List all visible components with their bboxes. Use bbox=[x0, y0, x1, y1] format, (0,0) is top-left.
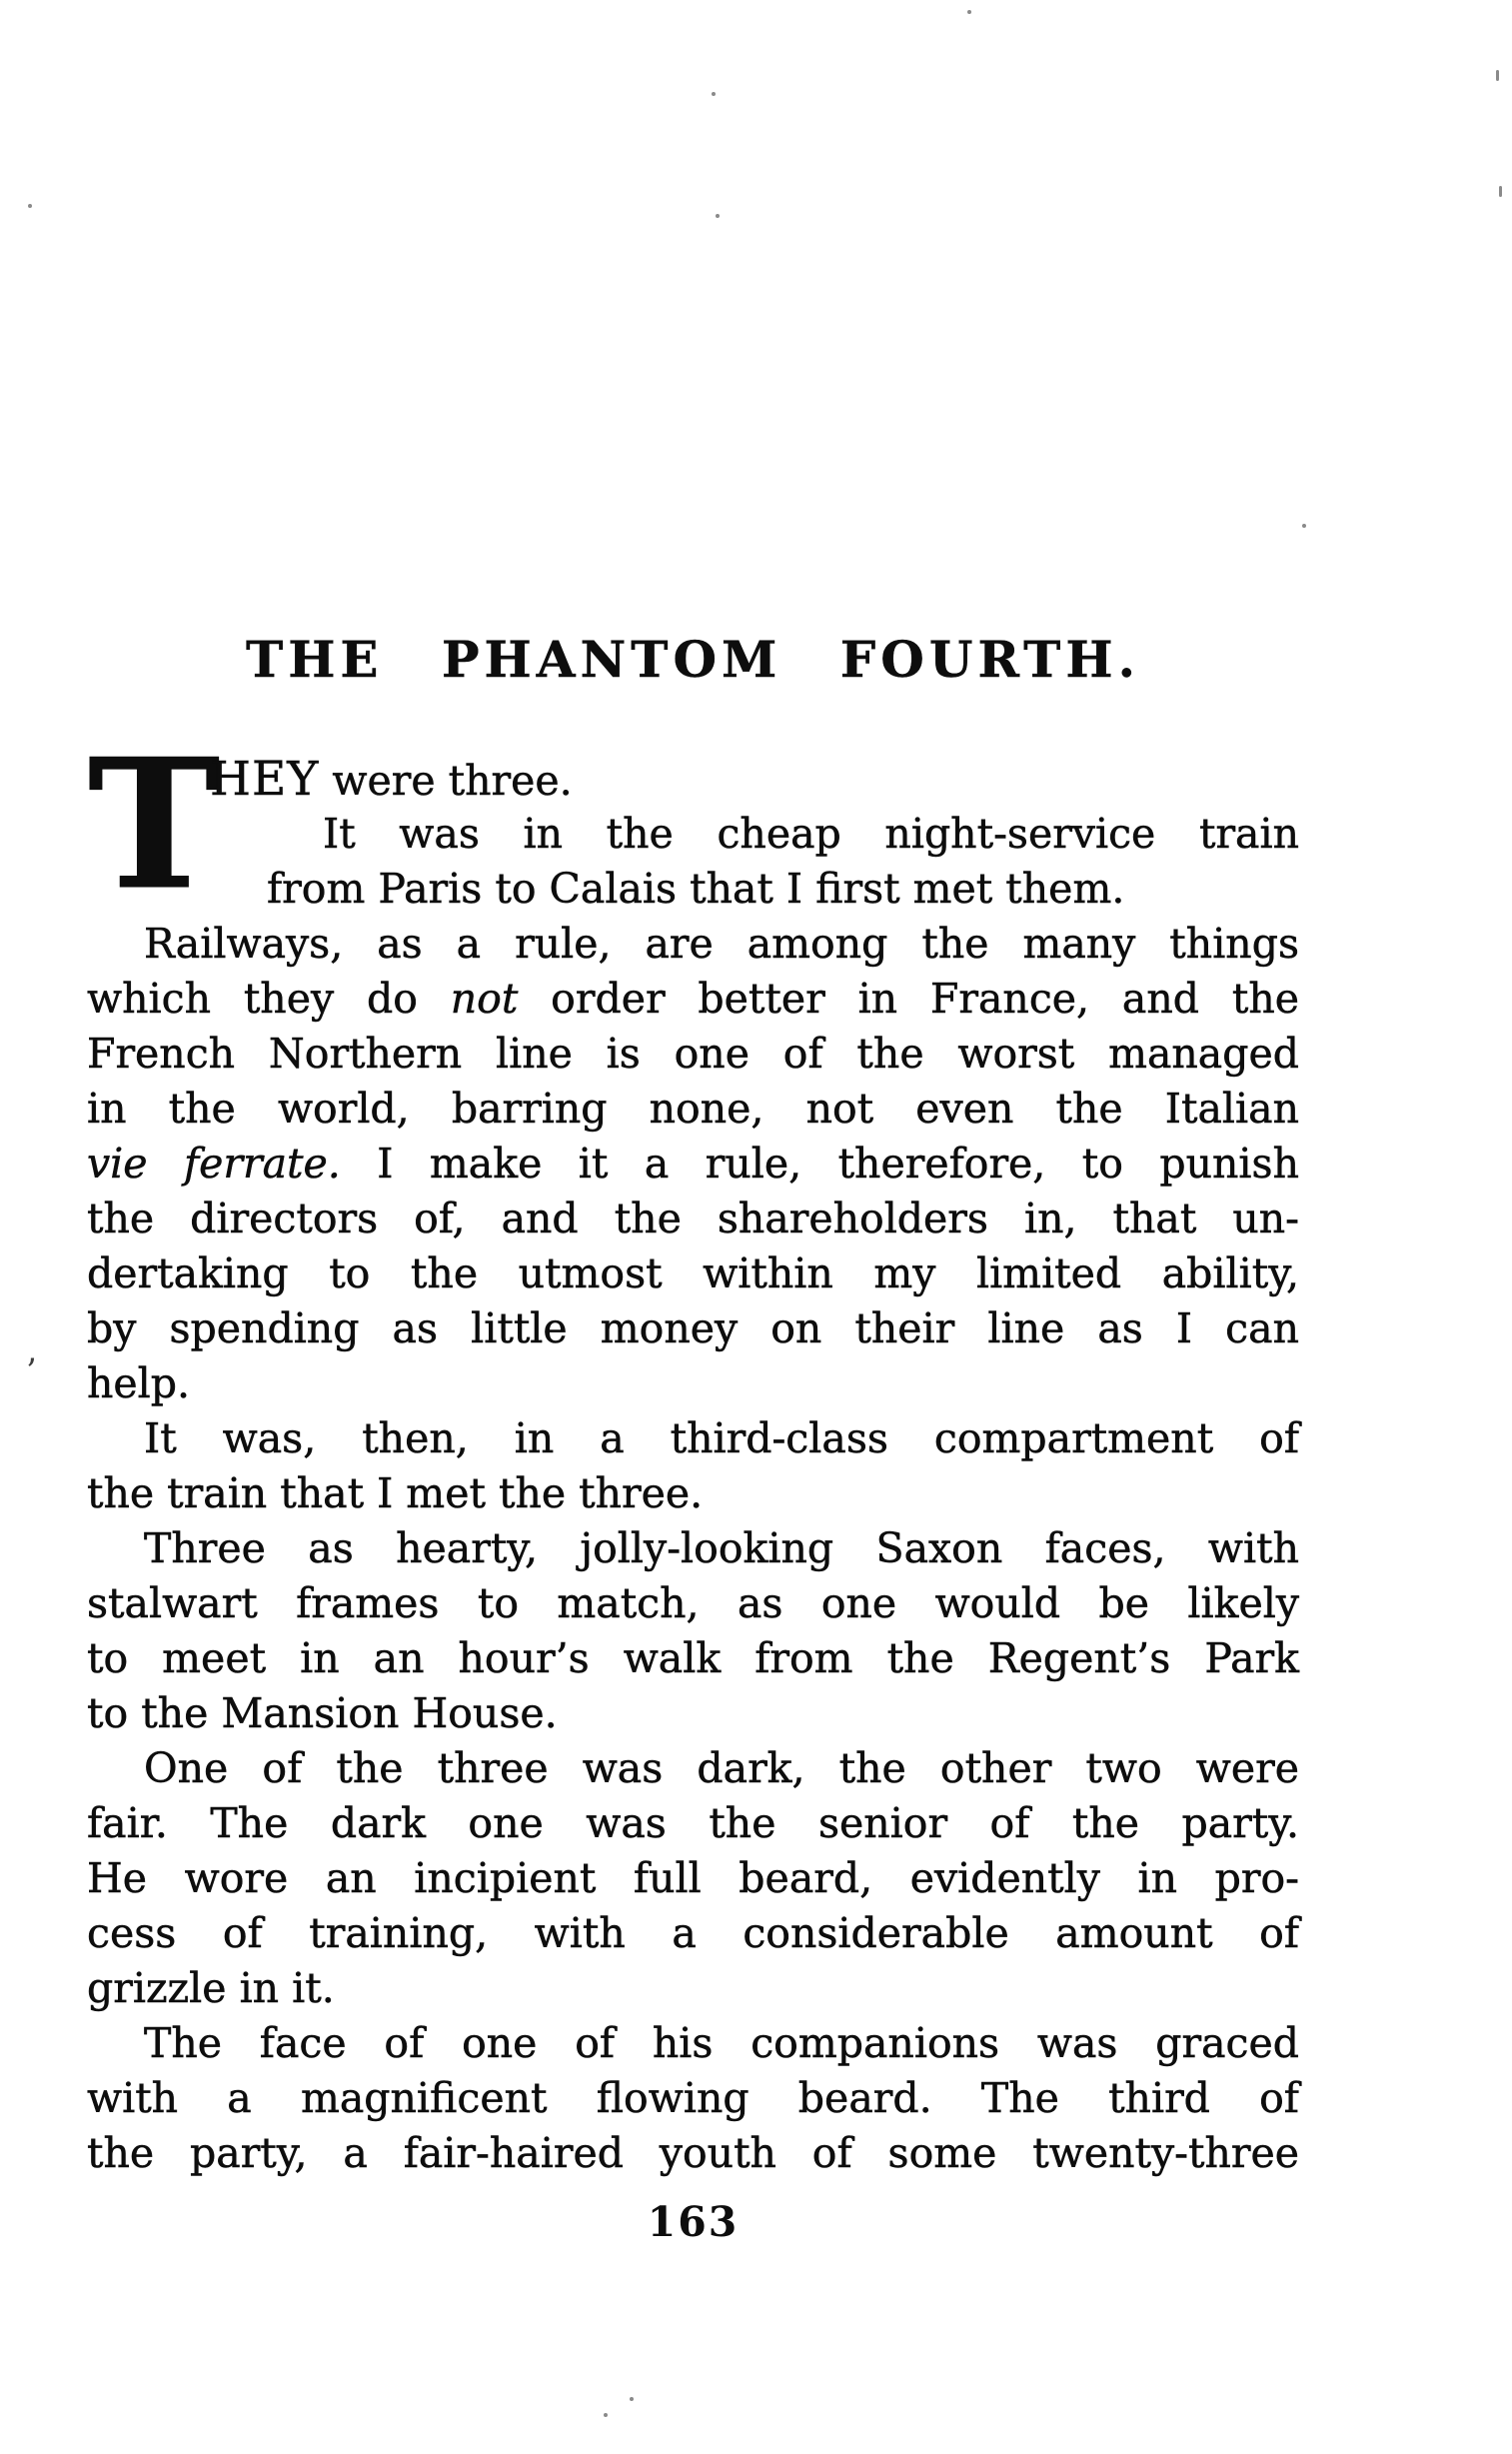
text-line bbox=[87, 862, 1299, 917]
line-text: stalwart frames to match, as one would be likely bbox=[87, 1579, 1299, 1627]
text-line bbox=[87, 1521, 1299, 1576]
line-text: He wore an incipient full beard, evidently in pro- bbox=[87, 1854, 1299, 1902]
scan-speck bbox=[1302, 524, 1306, 528]
text-line bbox=[87, 1796, 1299, 1851]
line-text: fair. The dark one was the senior of the party. bbox=[87, 1799, 1299, 1847]
line-text: were three. bbox=[319, 757, 573, 805]
text-line bbox=[87, 917, 1299, 972]
line-text: the directors of, and the shareholders in, that un- bbox=[87, 1195, 1299, 1242]
line-text: help. bbox=[87, 1359, 191, 1407]
line-text: cess of training, with a considerable amount of bbox=[87, 1909, 1299, 1957]
text-line bbox=[87, 1576, 1299, 1631]
text-line bbox=[87, 1246, 1299, 1301]
line-text: Railways, as a rule, are among the many things bbox=[144, 920, 1299, 968]
line-text: which they do bbox=[87, 975, 451, 1023]
line-text: It was in the cheap night-service train bbox=[323, 810, 1299, 858]
line-text: the party, a fair-haired youth of some twenty-three bbox=[87, 2129, 1299, 2177]
scan-speck bbox=[28, 204, 32, 208]
text-line bbox=[87, 1137, 1299, 1192]
text-line bbox=[87, 1741, 1299, 1796]
line-text: with a magnificent flowing beard. The third of bbox=[87, 2074, 1299, 2122]
line-text: grizzle in it. bbox=[87, 1964, 335, 2012]
italic-text: vie ferrate. bbox=[87, 1140, 341, 1188]
text-line bbox=[87, 2126, 1299, 2181]
line-text: to meet in an hour’s walk from the Regent’s Park bbox=[87, 1634, 1299, 1682]
text-line bbox=[87, 807, 1299, 862]
page-number: 163 bbox=[647, 2198, 740, 2246]
scan-speck bbox=[712, 92, 716, 96]
scan-speck bbox=[967, 10, 971, 14]
line-text: Three as hearty, jolly-looking Saxon faces, with bbox=[144, 1524, 1299, 1572]
scan-speck bbox=[630, 2397, 634, 2401]
text-line bbox=[87, 1961, 1299, 2016]
text-line bbox=[87, 1631, 1299, 1686]
line-text: by spending as little money on their line as I can bbox=[87, 1304, 1299, 1352]
scan-speck bbox=[604, 2413, 608, 2417]
text-line bbox=[87, 1356, 1299, 1411]
scan-speck bbox=[1496, 70, 1499, 81]
line-text: It was, then, in a third-class compartment of bbox=[144, 1414, 1299, 1462]
text-line bbox=[87, 1192, 1299, 1246]
line-text: The face of one of his companions was graced bbox=[144, 2019, 1299, 2067]
text-line bbox=[87, 2071, 1299, 2126]
text-line bbox=[87, 2016, 1299, 2071]
line-text: I make it a rule, therefore, to punish bbox=[340, 1140, 1299, 1188]
scan-speck bbox=[716, 214, 720, 218]
text-line bbox=[87, 1411, 1299, 1466]
text-line bbox=[87, 1301, 1299, 1356]
line-text: dertaking to the utmost within my limited ability, bbox=[87, 1249, 1299, 1297]
line-text: French Northern line is one of the worst managed bbox=[87, 1030, 1299, 1078]
italic-text: not bbox=[450, 975, 519, 1023]
drop-cap-letter: T bbox=[88, 720, 221, 929]
text-line bbox=[87, 1082, 1299, 1137]
line-text: order better in France, and the bbox=[518, 975, 1299, 1023]
text-line bbox=[87, 1027, 1299, 1082]
body-lines bbox=[87, 752, 1299, 2181]
text-line bbox=[87, 752, 1299, 807]
scan-speck bbox=[1499, 186, 1502, 197]
line-text: from Paris to Calais that I first met them. bbox=[267, 865, 1125, 913]
text-line bbox=[87, 1686, 1299, 1741]
line-text: to the Mansion House. bbox=[87, 1689, 558, 1737]
text-line bbox=[87, 1851, 1299, 1906]
stray-margin-mark: ’ bbox=[26, 1351, 37, 1391]
line-text: the train that I met the three. bbox=[87, 1469, 704, 1517]
text-line bbox=[87, 1466, 1299, 1521]
line-text: in the world, barring none, not even the Italian bbox=[87, 1085, 1299, 1133]
chapter-title: THE PHANTOM FOURTH. bbox=[245, 630, 1140, 689]
text-line bbox=[87, 1906, 1299, 1961]
text-line bbox=[87, 972, 1299, 1027]
line-text: One of the three was dark, the other two were bbox=[144, 1744, 1299, 1792]
line-text: HEY bbox=[210, 752, 320, 807]
